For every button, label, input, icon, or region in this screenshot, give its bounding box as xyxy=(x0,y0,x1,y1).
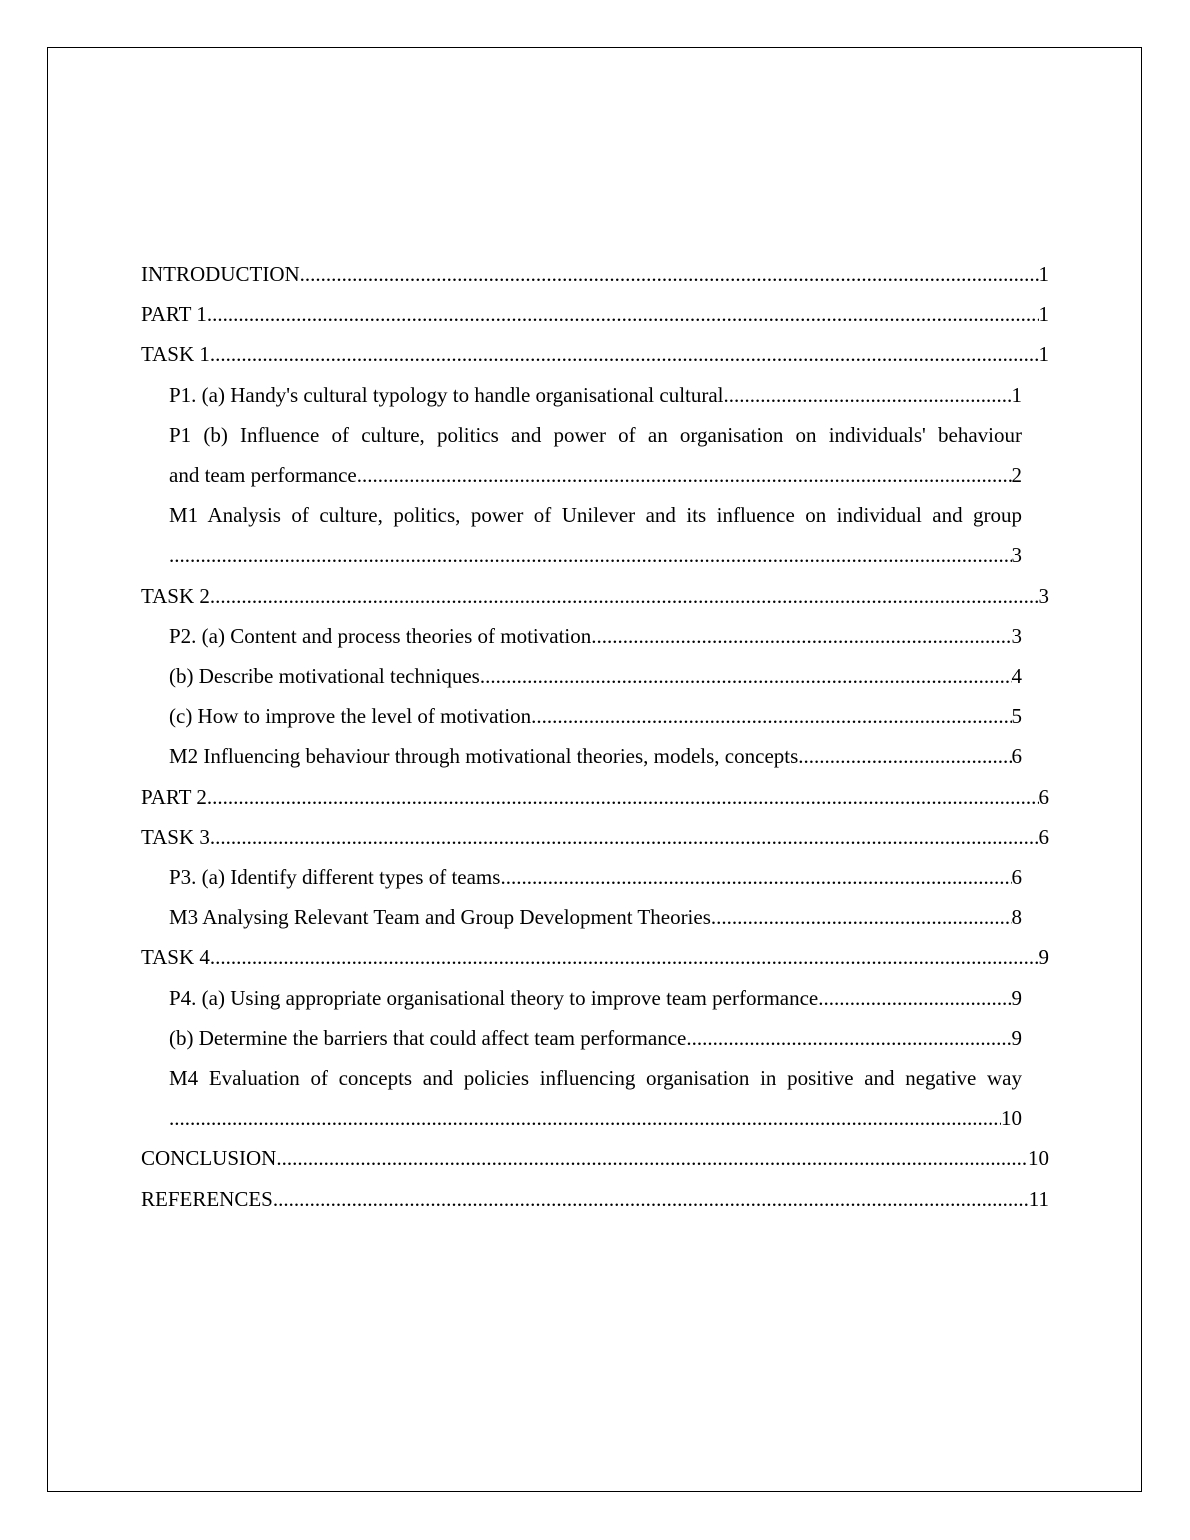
dot-leader xyxy=(591,616,1011,656)
table-of-contents xyxy=(141,254,1049,1219)
toc-entry-title: (b) Determine the barriers that could affect team performance xyxy=(169,1025,687,1050)
toc-entry-p3a[interactable] xyxy=(169,857,1022,897)
dot-leader xyxy=(210,334,1039,374)
dot-leader xyxy=(818,978,1011,1018)
dot-leader xyxy=(798,736,1011,776)
toc-entry-title: P4. (a) Using appropriate organisational theory to improve team performance xyxy=(169,985,819,1010)
toc-entry-task-1[interactable] xyxy=(141,334,1049,374)
dot-leader xyxy=(724,375,1012,415)
toc-entry-title: M3 Analysing Relevant Team and Group Development Theories xyxy=(169,905,711,930)
toc-entry-title-line-1: M1 Analysis of culture, politics, power of Unilever and its influence on individual and group xyxy=(169,503,1022,528)
toc-entry-title: TASK 4 xyxy=(141,945,210,970)
toc-entry-title: INTRODUCTION xyxy=(141,262,300,286)
dot-leader xyxy=(210,817,1039,857)
toc-entry-m1[interactable] xyxy=(169,495,1022,575)
toc-entry-page: 9 xyxy=(1011,1025,1022,1050)
toc-entry-page: 1 xyxy=(1011,382,1022,407)
toc-entry-page: 6 xyxy=(1038,784,1049,809)
toc-entry-last-line xyxy=(169,455,1022,495)
dot-leader xyxy=(500,857,1011,897)
toc-entry-page: 1 xyxy=(1038,342,1049,367)
dot-leader xyxy=(357,455,1012,495)
toc-entry-title: (c) How to improve the level of motivation xyxy=(169,704,532,729)
dot-leader xyxy=(276,1138,1028,1178)
toc-entry-page: 4 xyxy=(1011,664,1022,689)
toc-entry-introduction[interactable] xyxy=(141,254,1049,294)
toc-entry-title: (b) Describe motivational techniques xyxy=(169,664,480,689)
toc-entry-last-line xyxy=(169,1098,1022,1138)
toc-entry-task-3[interactable] xyxy=(141,817,1049,857)
toc-entry-part-1[interactable] xyxy=(141,294,1049,334)
toc-entry-references[interactable] xyxy=(141,1179,1049,1219)
toc-entry-page: 9 xyxy=(1011,985,1022,1010)
toc-entry-m3[interactable] xyxy=(169,897,1022,937)
toc-entry-title-line-1: P1 (b) Influence of culture, politics and power of an organisation on individuals' behaviour xyxy=(169,422,1022,447)
toc-entry-p2b[interactable] xyxy=(169,656,1022,696)
toc-entry-p2a[interactable] xyxy=(169,616,1022,656)
toc-entry-task-2[interactable] xyxy=(141,576,1049,616)
toc-entry-title: PART 1 xyxy=(141,302,207,327)
toc-entry-p1b[interactable] xyxy=(169,415,1022,495)
toc-entry-title: P1. (a) Handy's cultural typology to handle organisational cultural xyxy=(169,382,724,407)
toc-entry-conclusion[interactable] xyxy=(141,1138,1049,1178)
toc-entry-title: TASK 2 xyxy=(141,583,210,608)
toc-entry-m4[interactable] xyxy=(169,1058,1022,1138)
toc-entry-p2c[interactable] xyxy=(169,696,1022,736)
toc-entry-p4b[interactable] xyxy=(169,1018,1022,1058)
toc-entry-m2[interactable] xyxy=(169,736,1022,776)
toc-entry-title: TASK 1 xyxy=(141,342,210,367)
dot-leader xyxy=(169,1098,1001,1138)
toc-entry-part-2[interactable] xyxy=(141,777,1049,817)
toc-entry-title-line-2: and team performance xyxy=(169,463,357,488)
toc-entry-page: 8 xyxy=(1011,905,1022,930)
toc-entry-page: 2 xyxy=(1011,463,1022,488)
toc-entry-page: 1 xyxy=(1038,302,1049,327)
toc-entry-page: 3 xyxy=(1011,543,1022,568)
toc-entry-page: 6 xyxy=(1011,744,1022,769)
toc-entry-title: M2 Influencing behaviour through motivational theories, models, concepts xyxy=(169,744,799,769)
toc-entry-page: 1 xyxy=(1038,262,1049,286)
toc-entry-title-line-1: M4 Evaluation of concepts and policies influencing organisation in positive and negative way xyxy=(169,1066,1022,1091)
dot-leader xyxy=(300,254,1039,294)
toc-entry-page: 10 xyxy=(1028,1146,1049,1171)
toc-entry-page: 9 xyxy=(1038,945,1049,970)
toc-entry-page: 5 xyxy=(1011,704,1022,729)
toc-entry-page: 11 xyxy=(1028,1186,1049,1211)
dot-leader xyxy=(207,294,1039,334)
toc-entry-title: CONCLUSION xyxy=(141,1146,277,1171)
toc-entry-title: TASK 3 xyxy=(141,824,210,849)
toc-entry-task-4[interactable] xyxy=(141,937,1049,977)
dot-leader xyxy=(711,897,1012,937)
dot-leader xyxy=(686,1018,1011,1058)
toc-entry-page: 3 xyxy=(1038,583,1049,608)
toc-entry-title: P3. (a) Identify different types of teams xyxy=(169,865,501,890)
dot-leader xyxy=(531,696,1011,736)
toc-entry-page: 6 xyxy=(1038,824,1049,849)
toc-entry-p4a[interactable] xyxy=(169,978,1022,1018)
toc-entry-p1a[interactable] xyxy=(169,375,1022,415)
toc-entry-title: REFERENCES xyxy=(141,1186,273,1211)
dot-leader xyxy=(207,777,1039,817)
toc-entry-page: 10 xyxy=(1001,1106,1022,1131)
dot-leader xyxy=(210,576,1039,616)
dot-leader xyxy=(273,1179,1029,1219)
toc-entry-page: 3 xyxy=(1011,623,1022,648)
toc-entry-page: 6 xyxy=(1011,865,1022,890)
dot-leader xyxy=(480,656,1012,696)
dot-leader xyxy=(210,937,1039,977)
toc-entry-last-line xyxy=(169,535,1022,575)
toc-entry-title: PART 2 xyxy=(141,784,207,809)
dot-leader xyxy=(169,535,1012,575)
toc-entry-title: P2. (a) Content and process theories of motivation xyxy=(169,623,592,648)
